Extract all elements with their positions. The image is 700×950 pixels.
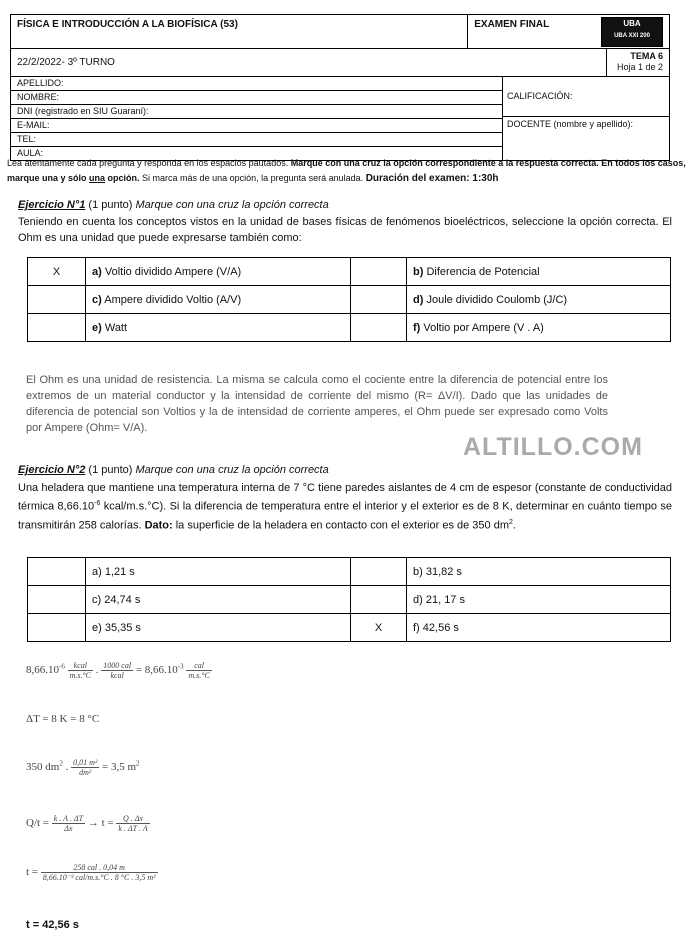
formula-conversion: $8,66.10^{-6}$ $\frac{\text{kcal}}{m.s.^\circ C}$ . $\frac{\text{1000 cal}}{\text{kcal}}$ = $8,66.10^{-3}$ $\frac{\text{cal}}{m.s.^\circ C}$ [26,661,210,680]
ex2-mark-d[interactable] [351,586,407,614]
final-result: t = 42,56 s [26,919,79,931]
ex1-mark-d[interactable] [351,286,407,314]
ex2-option-f[interactable]: f) 42,56 s [407,614,671,642]
uba-logo: UBA UBA XXI 200 [601,17,663,47]
ex1-mark-f[interactable] [351,314,407,342]
ex1-option-f[interactable]: f) Voltio por Ampere (V . A) [407,314,671,342]
field-nombre[interactable]: NOMBRE: [11,91,502,105]
ex2-option-b[interactable]: b) 31,82 s [407,558,671,586]
formula-fourier: Q/t = $\frac{k . A . \Delta T}{\Delta x}$ → t = $\frac{Q . \Delta x}{k . \Delta T . A}$ [26,814,148,833]
ex2-option-e[interactable]: e) 35,35 s [86,614,351,642]
student-fields [11,77,503,160]
field-aula[interactable]: AULA: [17,148,44,158]
ex1-mark-a[interactable]: X [28,258,86,286]
field-dni[interactable]: DNI (registrado en SIU Guaraní): [11,105,502,119]
tema-label: TEMA 6 [630,51,663,61]
ex2-title: Ejercicio N°2 (1 punto) Marque con una cruz la opción correcta [18,464,329,476]
formula-delta-t: ΔT = 8 K = 8 °C [26,713,100,725]
date-turn: 22/2/2022- 3º TURNO [11,49,607,76]
ex1-option-a[interactable]: a) Voltio dividido Ampere (V/A) [86,258,351,286]
exam-type: EXAMEN FINAL [474,19,550,30]
ex1-title: Ejercicio N°1 (1 punto) Marque con una cruz la opción correcta [18,199,329,211]
ex1-option-c[interactable]: c) Ampere dividido Voltio (A/V) [86,286,351,314]
ex1-mark-e[interactable] [28,314,86,342]
ex2-mark-b[interactable] [351,558,407,586]
calificacion-field: CALIFICACIÓN: [503,77,669,117]
ex1-mark-c[interactable] [28,286,86,314]
field-tel[interactable]: TEL: [11,133,502,147]
page-counter: Hoja 1 de 2 [616,62,663,72]
formula-area: 350 $dm^2$ . $\frac{\text{0,01 m²}}{\text{dm²}}$ = 3,5 $m^2$ [26,758,140,777]
ex1-question: Teniendo en cuenta los conceptos vistos en la unidad de bases físicas de fenómenos bioeléctricos, seleccione la opción correcta. El Ohm es una unidad que puede expresarse también como: [18,216,672,244]
watermark: ALTILLO.COM [463,433,643,461]
ex1-option-d[interactable]: d) Joule dividido Coulomb (J/C) [407,286,671,314]
exam-header [10,14,670,161]
ex1-mark-b[interactable] [351,258,407,286]
ex2-option-a[interactable]: a) 1,21 s [86,558,351,586]
docente-field: DOCENTE (nombre y apellido): [507,119,634,129]
instructions: Lea atentamente cada pregunta y responda en los espacios pautados. Marque con una cruz la opción correspondiente a la respuesta correcta. En todos los casos, marque una y sólo una opción. Si marca más de una opción, la pregunta será anulada. Duración del examen: 1:30h [7,158,686,184]
ex2-mark-f[interactable]: X [351,614,407,642]
ex2-option-d[interactable]: d) 21, 17 s [407,586,671,614]
ex2-options [27,557,671,642]
field-apellido[interactable]: APELLIDO: [11,77,502,91]
ex1-explanation: El Ohm es una unidad de resistencia. La misma se calcula como el cociente entre la diferencia de potencial entre los extremos de un material conductor y la intensidad de corriente del mismo (R= ΔV/I). Dado que las unidades de diferencia de potencial son Voltios y la de intensidad de corriente amperes, el Ohm puede ser expresado como Volts por Ampere (Ohm= V/A). [26,374,608,434]
ex2-question: Una heladera que mantiene una temperatura interna de 7 °C tiene paredes aislantes de 4 cm de espesor (constante de conductividad térmica $8,66.10^{-6}$ kcal/m.s.°C). Si la diferencia de temperatura entre el interior y el exterior es de 8 K, determinar en cuánto tiempo se transmitirán 258 calorías. Dato: la superficie de la heladera en contacto con el exterior es de 350 $dm^2$. [18,482,672,532]
ex2-option-c[interactable]: c) 24,74 s [86,586,351,614]
ex2-mark-a[interactable] [28,558,86,586]
ex2-mark-c[interactable] [28,586,86,614]
ex1-option-b[interactable]: b) Diferencia de Potencial [407,258,671,286]
ex1-option-e[interactable]: e) Watt [86,314,351,342]
course-title: FÍSICA E INTRODUCCIÓN A LA BIOFÍSICA (53) [11,15,468,48]
formula-substitution: t = $\frac{\text{258 cal . 0,04 m}}{\text{8,66.10⁻³ cal/m.s.°C . 8 °C . 3,5 m²}}$ [26,863,156,882]
field-email[interactable]: E-MAIL: [11,119,502,133]
ex2-mark-e[interactable] [28,614,86,642]
ex1-options [27,257,671,342]
